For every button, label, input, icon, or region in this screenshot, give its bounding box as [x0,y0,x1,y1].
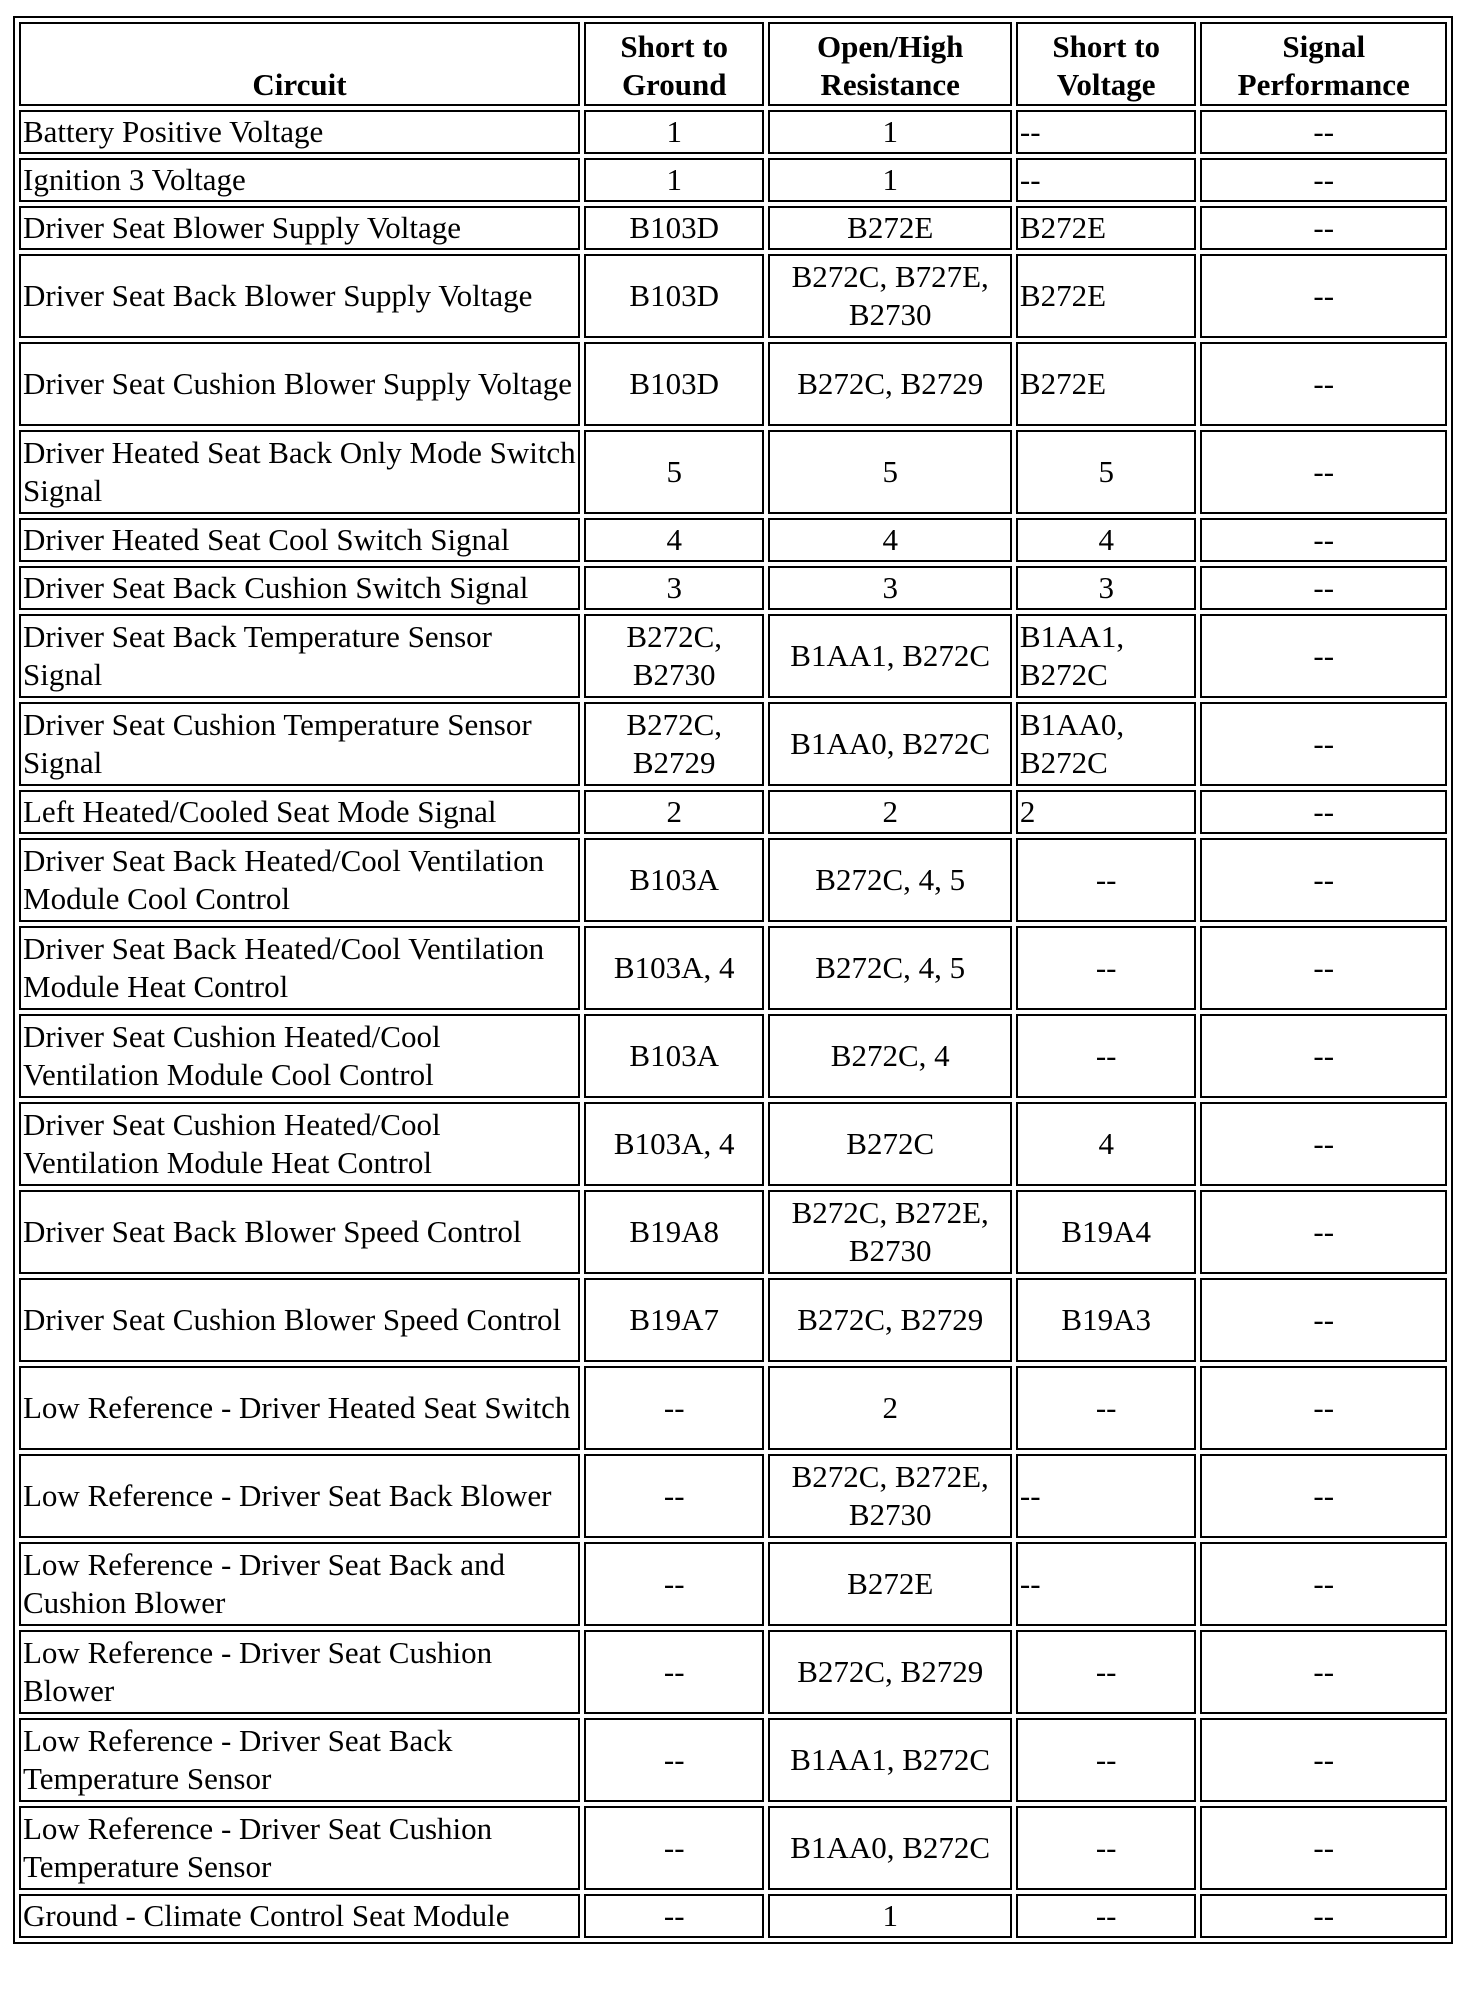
cell-short-to-ground: -- [584,1806,765,1890]
cell-short-to-ground: B103A, 4 [584,926,765,1010]
table-row [19,1014,1447,1098]
cell-signal-performance: -- [1200,254,1447,338]
cell-short-to-ground: -- [584,1718,765,1802]
cell-circuit: Driver Seat Back Blower Speed Control [19,1190,580,1274]
cell-signal-performance: -- [1200,1454,1447,1538]
cell-signal-performance: -- [1200,1542,1447,1626]
cell-short-to-voltage: -- [1016,1718,1197,1802]
table-row [19,342,1447,426]
header-row [19,22,1447,106]
cell-short-to-voltage: -- [1016,158,1197,202]
table-row [19,110,1447,154]
cell-circuit: Driver Seat Cushion Heated/Cool Ventilation Module Heat Control [19,1102,580,1186]
cell-circuit: Driver Heated Seat Back Only Mode Switch Signal [19,430,580,514]
cell-circuit: Driver Seat Cushion Blower Speed Control [19,1278,580,1362]
cell-circuit: Low Reference - Driver Seat Back Blower [19,1454,580,1538]
cell-circuit: Driver Heated Seat Cool Switch Signal [19,518,580,562]
cell-circuit: Driver Seat Cushion Blower Supply Voltage [19,342,580,426]
cell-short-to-ground: 2 [584,790,765,834]
cell-circuit: Low Reference - Driver Seat Back and Cushion Blower [19,1542,580,1626]
cell-short-to-ground: 4 [584,518,765,562]
cell-short-to-voltage: B272E [1016,342,1197,426]
table-row [19,1190,1447,1274]
cell-short-to-voltage: 2 [1016,790,1197,834]
table-row [19,790,1447,834]
cell-signal-performance: -- [1200,566,1447,610]
cell-open-high-resistance: B1AA0, B272C [768,1806,1011,1890]
cell-open-high-resistance: B272C, 4, 5 [768,838,1011,922]
cell-circuit: Driver Seat Back Cushion Switch Signal [19,566,580,610]
cell-short-to-ground: B19A7 [584,1278,765,1362]
cell-short-to-voltage: B272E [1016,254,1197,338]
table-row [19,1718,1447,1802]
cell-signal-performance: -- [1200,1630,1447,1714]
cell-signal-performance: -- [1200,1102,1447,1186]
cell-short-to-voltage: B19A3 [1016,1278,1197,1362]
cell-signal-performance: -- [1200,1014,1447,1098]
cell-short-to-voltage: -- [1016,1630,1197,1714]
cell-short-to-ground: -- [584,1366,765,1450]
cell-circuit: Low Reference - Driver Seat Cushion Temperature Sensor [19,1806,580,1890]
cell-circuit: Driver Seat Back Blower Supply Voltage [19,254,580,338]
cell-short-to-ground: B103A [584,838,765,922]
cell-open-high-resistance: B272C, B2729 [768,342,1011,426]
cell-short-to-ground: B272C, B2729 [584,702,765,786]
cell-short-to-ground: -- [584,1454,765,1538]
cell-signal-performance: -- [1200,1278,1447,1362]
table-row [19,430,1447,514]
cell-short-to-ground: 3 [584,566,765,610]
cell-signal-performance: -- [1200,1806,1447,1890]
table-row [19,566,1447,610]
table-row [19,1102,1447,1186]
cell-short-to-ground: B103D [584,254,765,338]
cell-short-to-voltage: 3 [1016,566,1197,610]
cell-short-to-ground: 5 [584,430,765,514]
cell-signal-performance: -- [1200,1190,1447,1274]
table-row [19,158,1447,202]
table-row [19,838,1447,922]
cell-short-to-ground: -- [584,1542,765,1626]
cell-open-high-resistance: 5 [768,430,1011,514]
cell-short-to-ground: B272C, B2730 [584,614,765,698]
cell-signal-performance: -- [1200,1894,1447,1938]
cell-open-high-resistance: B272C [768,1102,1011,1186]
cell-circuit: Ground - Climate Control Seat Module [19,1894,580,1938]
cell-open-high-resistance: 2 [768,790,1011,834]
cell-circuit: Ignition 3 Voltage [19,158,580,202]
cell-short-to-ground: B103D [584,206,765,250]
header-short-to-ground: Short to Ground [584,22,765,106]
cell-circuit: Driver Seat Cushion Temperature Sensor Signal [19,702,580,786]
cell-short-to-voltage: B272E [1016,206,1197,250]
cell-signal-performance: -- [1200,926,1447,1010]
cell-short-to-ground: -- [584,1630,765,1714]
cell-signal-performance: -- [1200,614,1447,698]
cell-circuit: Left Heated/Cooled Seat Mode Signal [19,790,580,834]
cell-circuit: Low Reference - Driver Seat Back Temperature Sensor [19,1718,580,1802]
cell-short-to-voltage: B19A4 [1016,1190,1197,1274]
cell-short-to-voltage: -- [1016,838,1197,922]
cell-signal-performance: -- [1200,206,1447,250]
cell-open-high-resistance: B272C, B2729 [768,1278,1011,1362]
cell-open-high-resistance: 3 [768,566,1011,610]
cell-signal-performance: -- [1200,430,1447,514]
cell-short-to-voltage: -- [1016,926,1197,1010]
table-row [19,1278,1447,1362]
table-row [19,206,1447,250]
cell-circuit: Low Reference - Driver Seat Cushion Blower [19,1630,580,1714]
cell-short-to-voltage: 5 [1016,430,1197,514]
table-row [19,1454,1447,1538]
table-row [19,926,1447,1010]
table-row [19,1806,1447,1890]
cell-circuit: Driver Seat Cushion Heated/Cool Ventilation Module Cool Control [19,1014,580,1098]
cell-short-to-voltage: -- [1016,1542,1197,1626]
cell-open-high-resistance: B272E [768,206,1011,250]
cell-circuit: Driver Seat Blower Supply Voltage [19,206,580,250]
cell-open-high-resistance: 1 [768,1894,1011,1938]
cell-open-high-resistance: B1AA1, B272C [768,614,1011,698]
header-short-to-voltage: Short to Voltage [1016,22,1197,106]
cell-short-to-voltage: -- [1016,1894,1197,1938]
table-row [19,702,1447,786]
cell-signal-performance: -- [1200,1366,1447,1450]
circuit-diagnostic-table [13,16,1453,1944]
cell-signal-performance: -- [1200,342,1447,426]
header-open-high-resistance: Open/High Resistance [768,22,1011,106]
cell-circuit: Driver Seat Back Temperature Sensor Signal [19,614,580,698]
cell-short-to-ground: 1 [584,110,765,154]
table-row [19,1894,1447,1938]
cell-circuit: Battery Positive Voltage [19,110,580,154]
cell-short-to-voltage: -- [1016,1806,1197,1890]
cell-signal-performance: -- [1200,518,1447,562]
cell-short-to-voltage: -- [1016,110,1197,154]
cell-signal-performance: -- [1200,838,1447,922]
cell-signal-performance: -- [1200,158,1447,202]
cell-signal-performance: -- [1200,1718,1447,1802]
cell-short-to-voltage: -- [1016,1366,1197,1450]
cell-short-to-voltage: -- [1016,1454,1197,1538]
header-circuit: Circuit [19,22,580,106]
cell-short-to-ground: 1 [584,158,765,202]
cell-signal-performance: -- [1200,790,1447,834]
table-row [19,1630,1447,1714]
cell-open-high-resistance: 4 [768,518,1011,562]
cell-open-high-resistance: B272E [768,1542,1011,1626]
cell-open-high-resistance: B272C, 4, 5 [768,926,1011,1010]
cell-open-high-resistance: B1AA1, B272C [768,1718,1011,1802]
cell-open-high-resistance: B1AA0, B272C [768,702,1011,786]
cell-short-to-ground: B103D [584,342,765,426]
cell-circuit: Driver Seat Back Heated/Cool Ventilation Module Heat Control [19,926,580,1010]
cell-short-to-ground: B19A8 [584,1190,765,1274]
cell-open-high-resistance: B272C, B272E, B2730 [768,1190,1011,1274]
cell-open-high-resistance: B272C, B272E, B2730 [768,1454,1011,1538]
cell-open-high-resistance: 1 [768,110,1011,154]
cell-circuit: Driver Seat Back Heated/Cool Ventilation Module Cool Control [19,838,580,922]
cell-open-high-resistance: B272C, 4 [768,1014,1011,1098]
table-row [19,518,1447,562]
cell-short-to-ground: -- [584,1894,765,1938]
cell-open-high-resistance: 2 [768,1366,1011,1450]
cell-short-to-ground: B103A [584,1014,765,1098]
cell-signal-performance: -- [1200,702,1447,786]
cell-short-to-voltage: B1AA0, B272C [1016,702,1197,786]
cell-open-high-resistance: 1 [768,158,1011,202]
cell-circuit: Low Reference - Driver Heated Seat Switch [19,1366,580,1450]
cell-short-to-voltage: 4 [1016,1102,1197,1186]
cell-short-to-voltage: 4 [1016,518,1197,562]
cell-short-to-ground: B103A, 4 [584,1102,765,1186]
table-row [19,254,1447,338]
cell-open-high-resistance: B272C, B727E, B2730 [768,254,1011,338]
cell-open-high-resistance: B272C, B2729 [768,1630,1011,1714]
cell-short-to-voltage: B1AA1, B272C [1016,614,1197,698]
table-row [19,614,1447,698]
table-row [19,1366,1447,1450]
cell-signal-performance: -- [1200,110,1447,154]
header-signal-performance: Signal Performance [1200,22,1447,106]
table-row [19,1542,1447,1626]
cell-short-to-voltage: -- [1016,1014,1197,1098]
